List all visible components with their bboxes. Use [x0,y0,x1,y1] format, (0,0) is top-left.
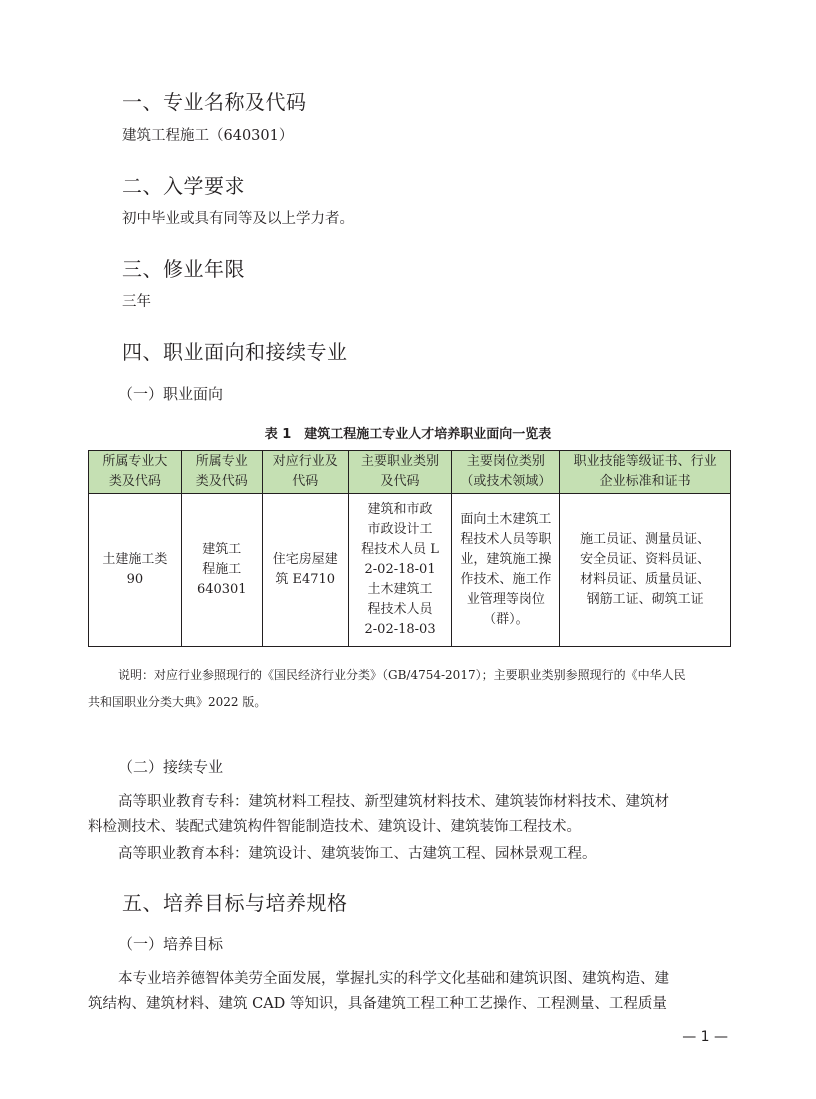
section-4-heading: 四、职业面向和接续专业 [122,340,348,364]
cell-line: 筑 E4710 [275,572,336,587]
header-line: 对应行业及 [272,454,338,469]
subsection-career-orientation: （一）职业面向 [118,385,224,403]
header-line: 类及代码 [108,474,161,489]
table-note-line-1: 说明：对应行业参照现行的《国民经济行业分类》（GB/4754-2017）；主要职业类别参照现行的《中华人民 [118,668,686,682]
table-cell [181,494,262,647]
table-row [89,494,731,647]
table-cell [262,494,348,647]
table-caption: 表 1 建筑工程施工专业人才培养职业面向一览表 [264,427,552,442]
table-cell [89,494,182,647]
header-line: 类及代码 [195,474,248,489]
cell-line: 640301 [196,582,247,597]
header-line: （或技术领域） [460,474,552,489]
cell-line: 程技术人员等职 [460,532,552,547]
cell-line: 施工员证、测量员证、 [580,532,711,547]
header-line: 企业标准和证书 [599,474,691,489]
header-line: 所属专业 [195,454,248,469]
header-line: 所属专业大 [102,454,168,469]
subsection-continuation: （二）接续专业 [118,758,224,776]
header-line: 及代码 [380,474,420,489]
section-3-heading: 三、修业年限 [122,257,245,281]
cell-line: 程施工 [202,562,242,577]
table-cell [452,494,560,647]
cell-line: 材料员证、质量员证、 [580,572,711,587]
section-5-heading: 五、培养目标与培养规格 [122,891,348,915]
cell-line: 钢筋工证、砌筑工证 [586,592,704,607]
cell-line: 土建施工类 [102,552,168,567]
section-1-text: 建筑工程施工（640301） [122,128,294,144]
cell-line: 程技术人员 [367,602,433,617]
continuation-para-2: 高等职业教育本科：建筑设计、建筑装饰工、古建筑工程、园林景观工程。 [118,846,597,862]
career-table [88,450,731,647]
section-1-heading: 一、专业名称及代码 [122,90,307,114]
cell-line: 住宅房屋建 [272,552,338,567]
cell-line: 建筑和市政 [367,502,433,517]
table-header-cell [181,451,262,494]
section-2-text: 初中毕业或具有同等及以上学力者。 [122,211,354,227]
table-header-cell [452,451,560,494]
cell-line: 2-02-18-03 [364,622,436,637]
cell-line: 安全员证、资料员证、 [580,552,711,567]
table-header-cell [89,451,182,494]
table-header-cell [560,451,731,494]
table-header-cell [348,451,452,494]
goal-line-2: 筑结构、建筑材料、建筑 CAD 等知识，具备建筑工程工种工艺操作、工程测量、工程质量 [88,996,667,1012]
cell-line: 业，建筑施工操 [460,552,552,567]
continuation-para-1-line-1: 高等职业教育专科：建筑材料工程技、新型建筑材料技术、建筑装饰材料技术、建筑材 [118,794,669,810]
header-line: 主要职业类别 [361,454,440,469]
cell-line: 业管理等岗位 [466,592,545,607]
cell-line: 土木建筑工 [367,582,433,597]
cell-line: 程技术人员 L [361,542,439,557]
cell-line: 2-02-18-01 [364,562,436,577]
table-note-line-2: 共和国职业分类大典》2022 版。 [88,695,267,709]
header-line: 职业技能等级证书、行业 [573,454,717,469]
header-line: 主要岗位类别 [466,454,545,469]
cell-line: 面向土木建筑工 [460,512,552,527]
subsection-training-goal: （一）培养目标 [118,935,224,953]
cell-line: 作技术、施工作 [460,572,552,587]
section-3-text: 三年 [122,294,151,310]
header-line: 代码 [292,474,319,489]
continuation-para-1-line-2: 料检测技术、装配式建筑构件智能制造技术、建筑设计、建筑装饰工程技术。 [88,819,581,835]
table-cell [348,494,452,647]
cell-line: 市政设计工 [367,522,433,537]
cell-line: 建筑工 [202,542,242,557]
goal-line-1: 本专业培养德智体美劳全面发展，掌握扎实的科学文化基础和建筑识图、建筑构造、建 [118,971,669,987]
cell-line: （群）。 [483,612,529,627]
table-header-cell [262,451,348,494]
page-number: — 1 — [682,1029,728,1045]
table-header-row [89,451,731,494]
section-2-heading: 二、入学要求 [122,174,245,198]
table-cell [560,494,731,647]
cell-line: 90 [126,572,144,587]
